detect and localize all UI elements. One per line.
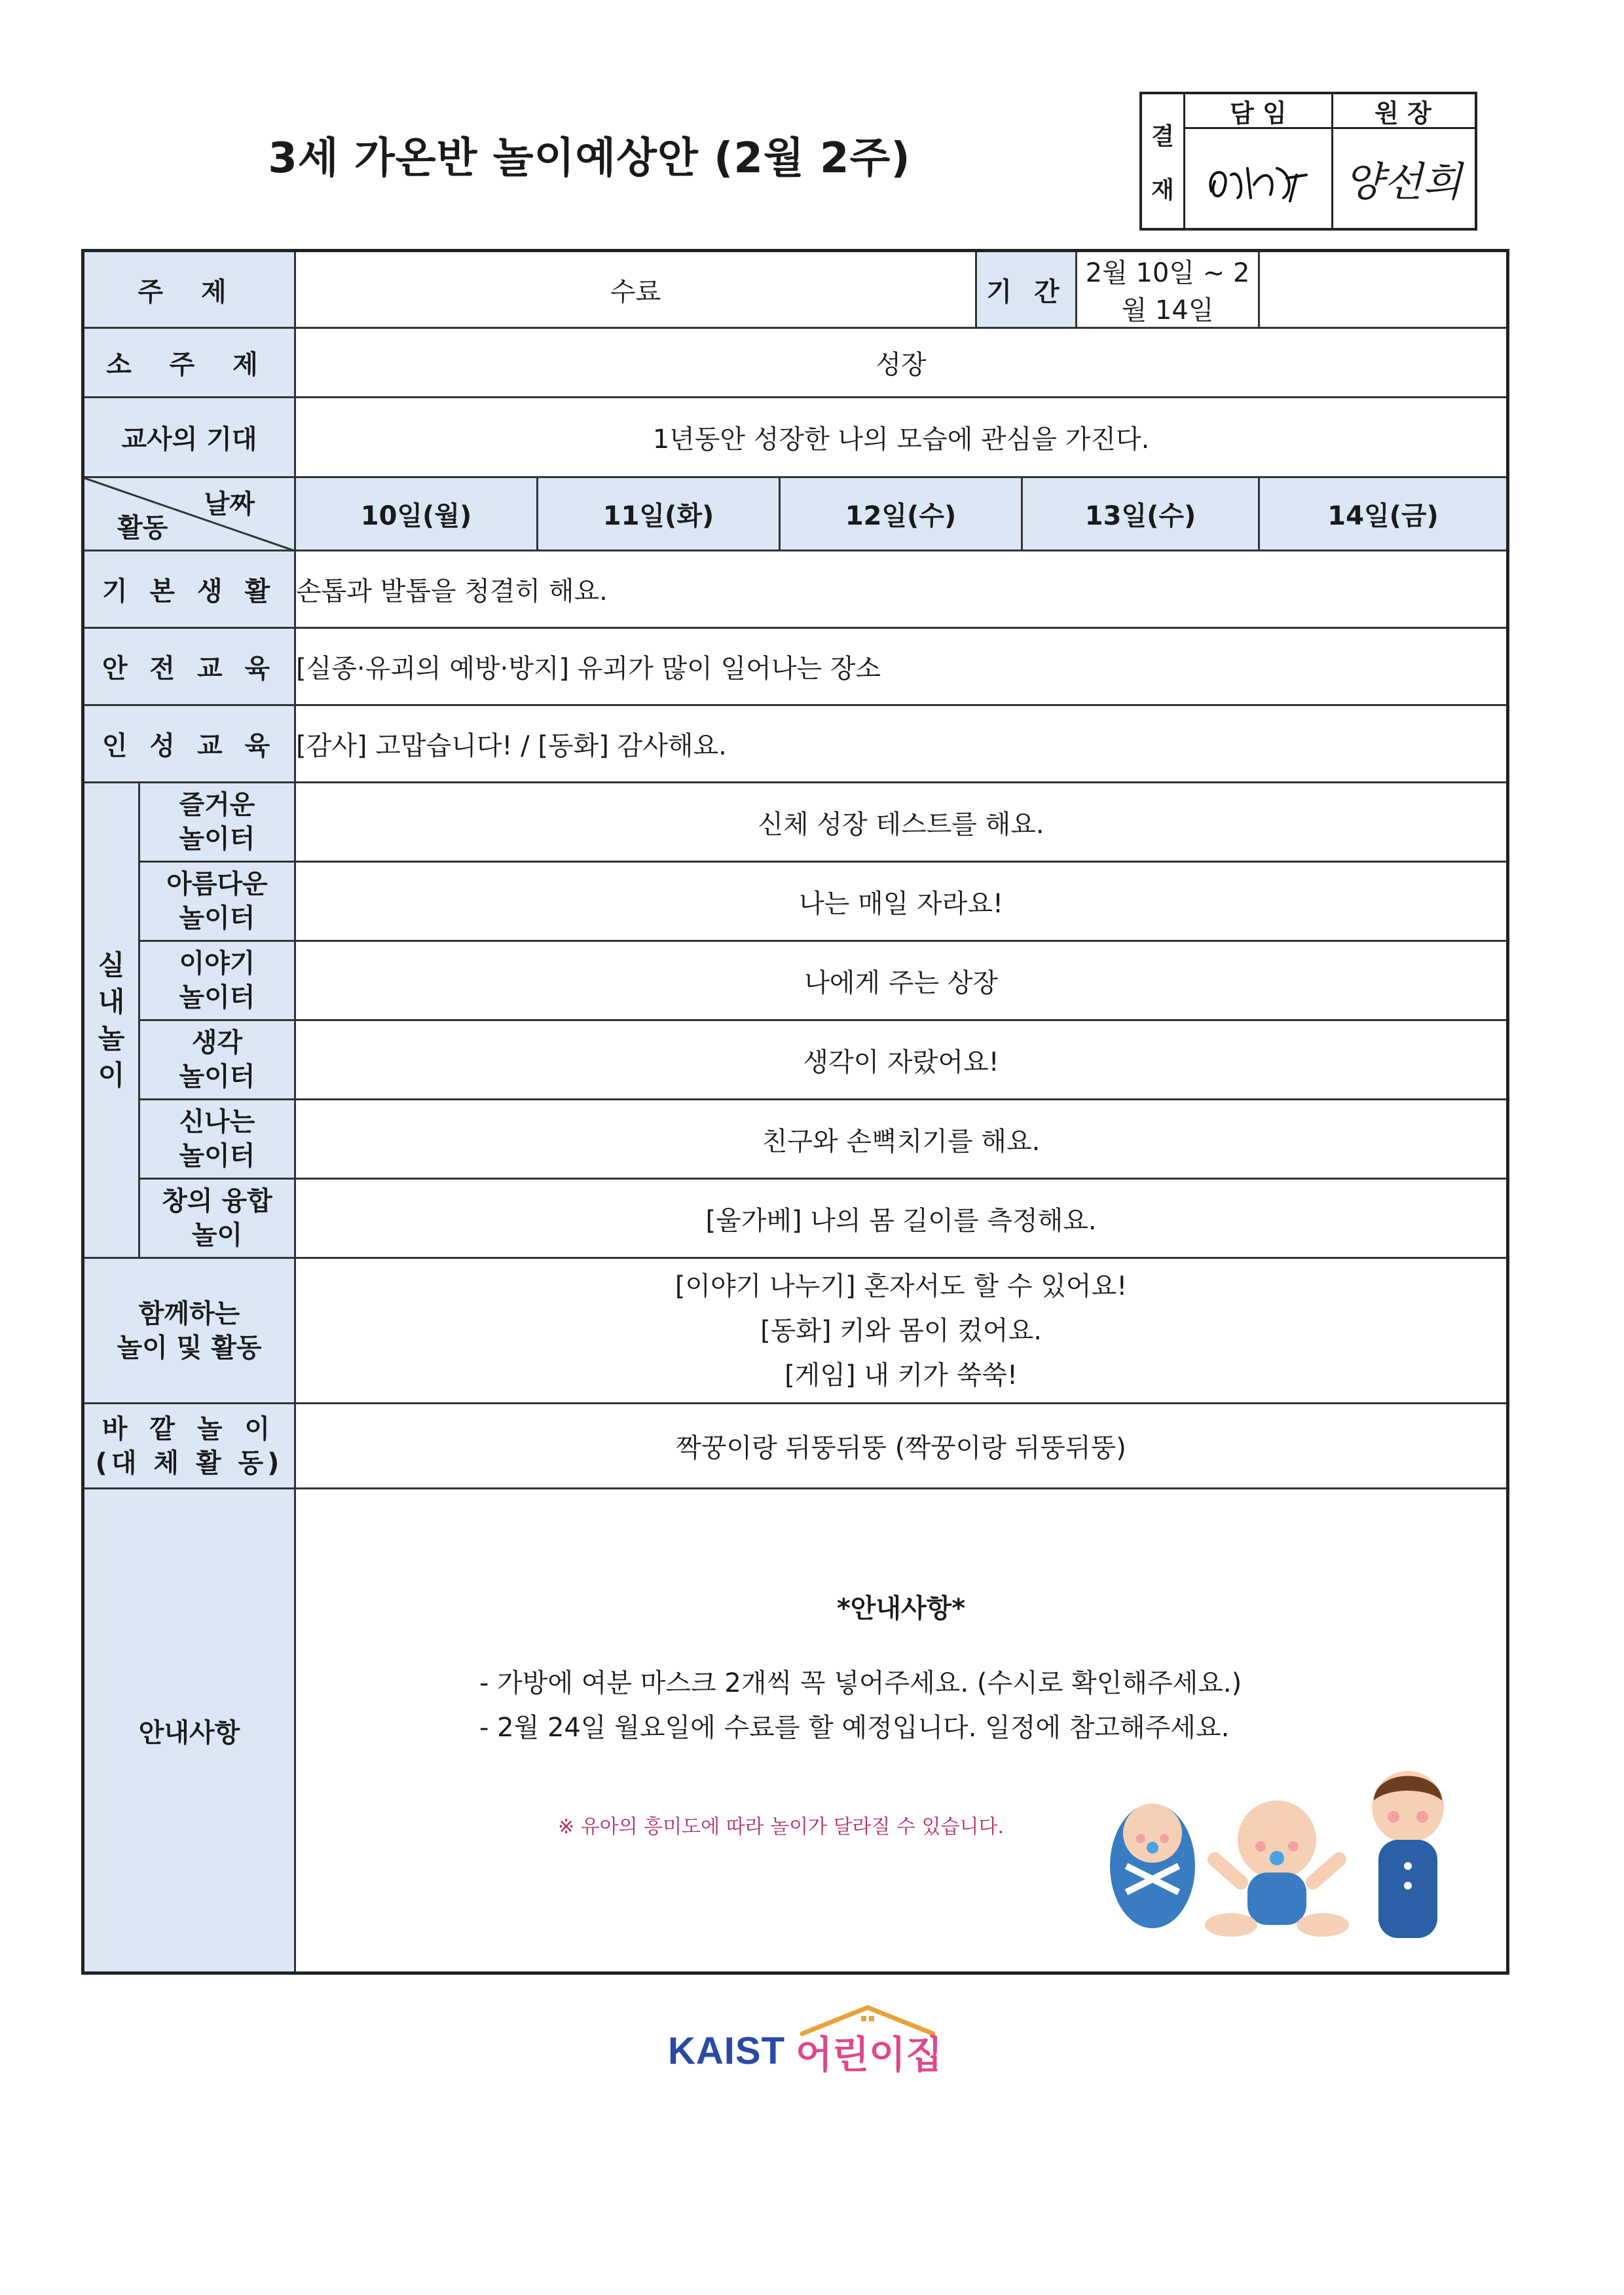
day-mon: 10일(월) bbox=[295, 477, 538, 551]
indoor-value: 나에게 주는 상장 bbox=[295, 941, 1508, 1020]
indoor-value: 신체 성장 테스트를 해요. bbox=[295, 783, 1508, 862]
kaist-daycare-logo bbox=[668, 2004, 956, 2076]
indoor-sub-label: 즐거운 놀이터 bbox=[139, 783, 295, 862]
outdoor-row bbox=[83, 1404, 1508, 1489]
day-tue: 11일(화) bbox=[538, 477, 780, 551]
theme-value: 수료 bbox=[295, 251, 976, 328]
expectation-label: 교사의 기대 bbox=[83, 398, 295, 477]
approval-teacher-header: 담 임 bbox=[1185, 94, 1333, 129]
indoor-play-label: 실 내 놀 이 bbox=[83, 783, 139, 1258]
logo-kaist-text: KAIST bbox=[668, 2030, 785, 2072]
day-fri: 14일(금) bbox=[1259, 477, 1508, 551]
indoor-value: 나는 매일 자라요! bbox=[295, 862, 1508, 941]
safety-value: [실종·유괴의 예방·방지] 유괴가 많이 일어나는 장소 bbox=[295, 628, 1508, 705]
period-value: 2월 10일 ~ 2월 14일 bbox=[1075, 252, 1258, 327]
director-signature: 양선희 bbox=[1344, 158, 1462, 206]
notice-row bbox=[83, 1489, 1508, 1973]
teacher-signature bbox=[1185, 129, 1333, 228]
indoor-value: 생각이 자랐어요! bbox=[295, 1020, 1508, 1100]
indoor-row-2 bbox=[83, 862, 1508, 941]
days-header-row bbox=[83, 477, 1508, 551]
activity-label: 활동 bbox=[117, 513, 168, 543]
together-label: 함께하는 놀이 및 활동 bbox=[83, 1258, 295, 1404]
approval-side-label bbox=[1142, 94, 1185, 228]
approval-gyeol: 결 bbox=[1151, 122, 1174, 150]
indoor-row-5 bbox=[83, 1100, 1508, 1179]
indoor-sub-label: 창의 융합 놀이 bbox=[139, 1179, 295, 1258]
safety-label: 안 전 교 육 bbox=[83, 628, 295, 705]
basic-life-value: 손톱과 발톱을 청결히 해요. bbox=[295, 551, 1508, 628]
subtheme-value: 성장 bbox=[295, 328, 1508, 398]
expectation-value: 1년동안 성장한 나의 모습에 관심을 가진다. bbox=[295, 398, 1508, 477]
notice-content bbox=[295, 1489, 1508, 1973]
date-label: 날짜 bbox=[204, 489, 255, 519]
page-title: 3세 가온반 놀이예상안 (2월 2주) bbox=[268, 134, 911, 183]
notice-title: *안내사항* bbox=[836, 1594, 966, 1624]
character-label: 인 성 교 육 bbox=[83, 705, 295, 783]
notice-label: 안내사항 bbox=[83, 1489, 295, 1973]
children-illustration bbox=[1100, 1761, 1467, 1945]
outdoor-value: 짝꿍이랑 뒤뚱뒤뚱 (짝꿍이랑 뒤뚱뒤뚱) bbox=[295, 1404, 1508, 1489]
indoor-value: 친구와 손뼉치기를 해요. bbox=[295, 1100, 1508, 1179]
theme-row bbox=[83, 251, 1508, 328]
character-row bbox=[83, 705, 1508, 783]
theme-label: 주 제 bbox=[83, 251, 295, 328]
subtheme-row bbox=[83, 328, 1508, 398]
indoor-row-4 bbox=[83, 1020, 1508, 1100]
indoor-row-3 bbox=[83, 941, 1508, 1020]
weekly-plan-table bbox=[81, 249, 1509, 1975]
indoor-sub-label: 신나는 놀이터 bbox=[139, 1100, 295, 1179]
indoor-row-6 bbox=[83, 1179, 1508, 1258]
day-wed: 12일(수) bbox=[780, 477, 1022, 551]
indoor-sub-label: 생각 놀이터 bbox=[139, 1020, 295, 1100]
basic-life-row bbox=[83, 551, 1508, 628]
period-label: 기 간 2월 10일 ~ 2월 14일 bbox=[976, 251, 1259, 328]
day-thu: 13일(수) bbox=[1022, 477, 1259, 551]
notice-footnote: ※ 유아의 흥미도에 따라 놀이가 달라질 수 있습니다. bbox=[558, 1816, 1005, 1838]
together-row bbox=[83, 1258, 1508, 1404]
approval-jae: 재 bbox=[1151, 176, 1174, 204]
indoor-sub-label: 아름다운 놀이터 bbox=[139, 862, 295, 941]
character-value: [감사] 고맙습니다! / [동화] 감사해요. bbox=[295, 705, 1508, 783]
date-activity-header bbox=[83, 477, 295, 551]
outdoor-label: 바 깥 놀 이 (대 체 활 동) bbox=[83, 1404, 295, 1489]
indoor-row-1 bbox=[83, 783, 1508, 862]
approval-director-header: 원 장 bbox=[1331, 94, 1475, 129]
subtheme-label: 소 주 제 bbox=[83, 328, 295, 398]
logo-daycare-text: 어린이집 bbox=[796, 2032, 943, 2077]
basic-life-label: 기 본 생 활 bbox=[83, 551, 295, 628]
safety-row bbox=[83, 628, 1508, 705]
together-value: [이야기 나누기] 혼자서도 할 수 있어요! [동화] 키와 몸이 컸어요. [게임] 내 키가 쑥쑥! bbox=[295, 1258, 1508, 1404]
notice-items: - 가방에 여분 마스크 2개씩 꼭 넣어주세요. (수시로 확인해주세요.) - 2월 24일 월요일에 수료를 할 예정입니다. 일정에 참고해주세요. bbox=[479, 1668, 1242, 1743]
expectation-row bbox=[83, 398, 1508, 477]
indoor-sub-label: 이야기 놀이터 bbox=[139, 941, 295, 1020]
indoor-value: [울가베] 나의 몸 길이를 측정해요. bbox=[295, 1179, 1508, 1258]
approval-box bbox=[1139, 92, 1477, 231]
